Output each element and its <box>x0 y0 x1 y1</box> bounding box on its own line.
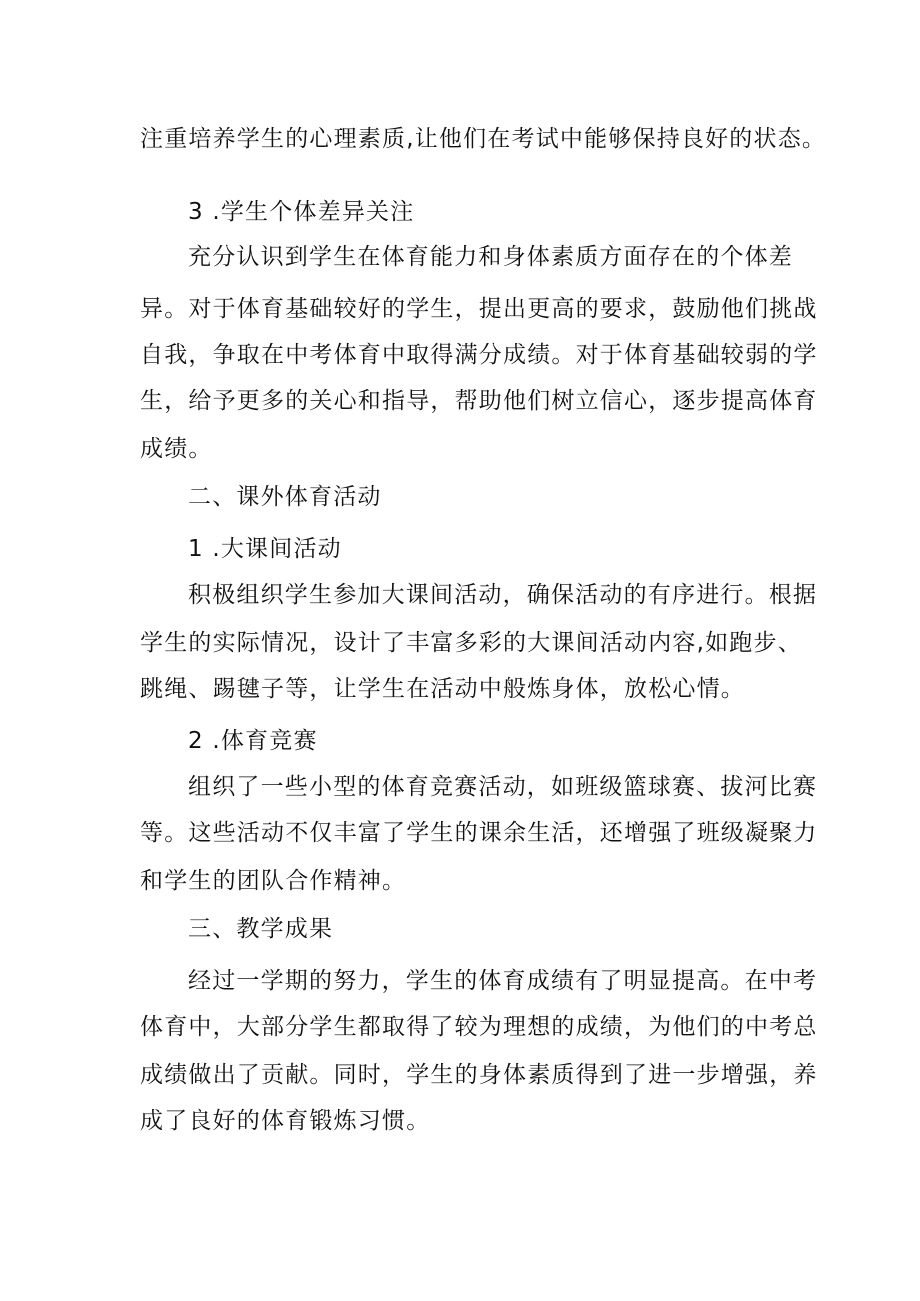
subsection-heading-1: 1 .大课间活动 <box>188 536 342 562</box>
paragraph-line: 成绩做出了贡献。同时，学生的身体素质得到了进一步增强，养 <box>140 1062 818 1088</box>
section-heading-3: 3 .学生个体差异关注 <box>188 199 415 225</box>
paragraph-line: 体育中，大部分学生都取得了较为理想的成绩，为他们的中考总 <box>140 1014 818 1040</box>
paragraph-line: 组织了一些小型的体育竞赛活动，如班级篮球赛、拔河比赛 <box>188 774 818 800</box>
subsection-heading-2: 2 .体育竞赛 <box>188 728 318 754</box>
section-heading-2: 二、课外体育活动 <box>188 484 382 510</box>
paragraph-line: 成绩。 <box>140 436 213 462</box>
paragraph-line: 经过一学期的努力，学生的体育成绩有了明显提高。在中考 <box>188 968 818 994</box>
paragraph-line: 和学生的团队合作精神。 <box>140 868 407 894</box>
paragraph-line: 学生的实际情况，设计了丰富多彩的大课间活动内容,如跑步、 <box>140 630 802 656</box>
paragraph-line: 充分认识到学生在体育能力和身体素质方面存在的个体差 <box>188 244 793 270</box>
paragraph-line: 跳绳、踢毽子等，让学生在活动中般炼身体，放松心情。 <box>140 676 745 702</box>
paragraph-line: 成了良好的体育锻炼习惯。 <box>140 1108 431 1134</box>
section-heading-3: 三、教学成果 <box>188 916 334 942</box>
paragraph-line: 异。对于体育基础较好的学生，提出更高的要求，鼓励他们挑战 <box>140 296 818 322</box>
paragraph-line: 自我，争取在中考体育中取得满分成绩。对于体育基础较弱的学 <box>140 342 818 368</box>
paragraph-line: 等。这些活动不仅丰富了学生的课余生活，还增强了班级凝聚力 <box>140 820 818 846</box>
paragraph-line: 积极组织学生参加大课间活动，确保活动的有序进行。根据 <box>188 582 818 608</box>
paragraph-line: 注重培养学生的心理素质,让他们在考试中能够保持良好的状态。 <box>140 126 827 152</box>
paragraph-line: 生，给予更多的关心和指导，帮助他们树立信心，逐步提高体育 <box>140 388 818 414</box>
